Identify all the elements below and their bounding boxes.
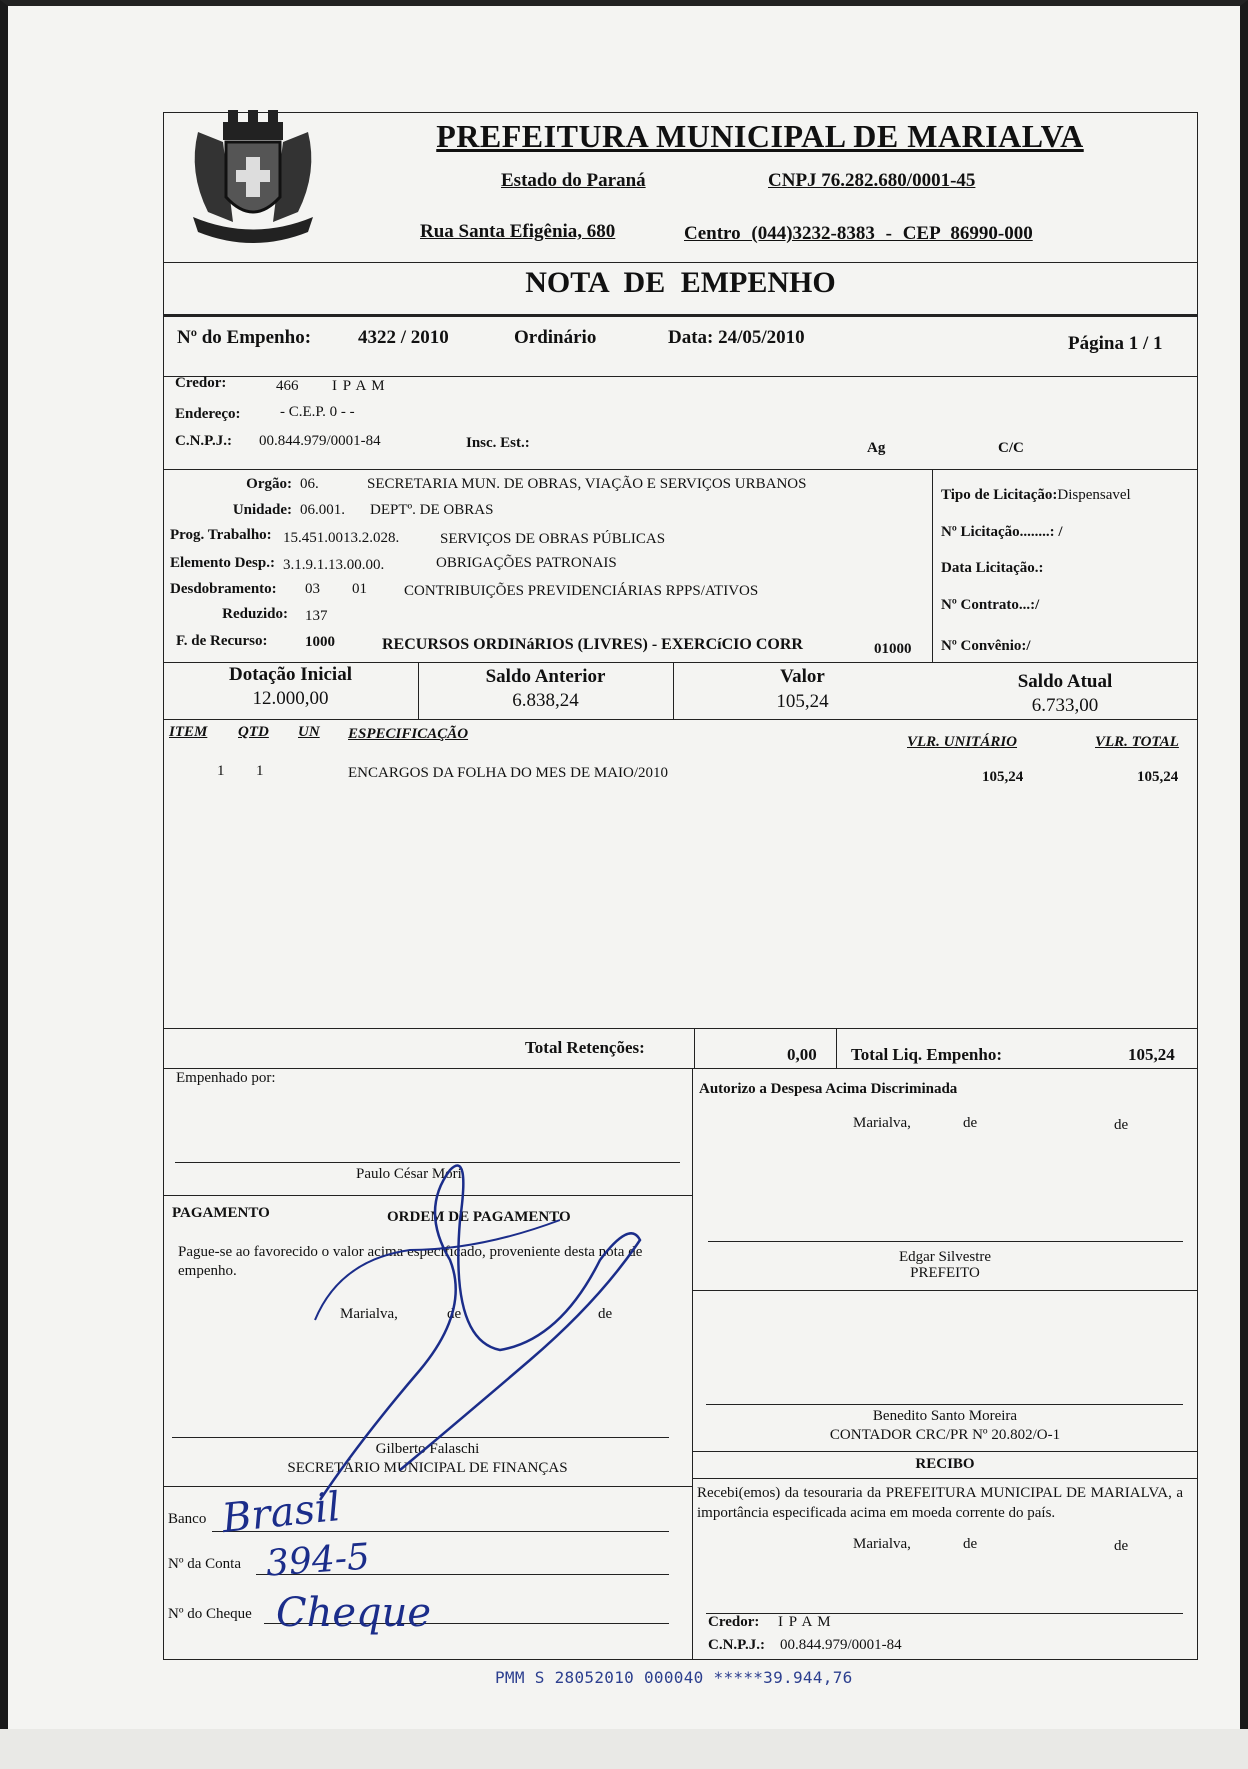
liq-label: Total Liq. Empenho:: [851, 1045, 1002, 1064]
items-header-unit: VLR. UNITÁRIO: [907, 734, 1018, 750]
divider: [163, 262, 1198, 263]
divider: [692, 1478, 1198, 1479]
recurso-label: F. de Recurso:: [176, 633, 268, 649]
handwritten-banco: Brasil: [219, 1483, 343, 1543]
divider: [836, 1028, 837, 1068]
saldo-anterior-value: 6.838,24: [512, 690, 579, 711]
divider: [163, 719, 1198, 720]
item-row-espec: ENCARGOS DA FOLHA DO MES DE MAIO/2010: [348, 765, 669, 781]
elemento-label: Elemento Desp.:: [170, 555, 275, 571]
items-header-un: UN: [298, 724, 320, 740]
unidade-desc: DEPTº. DE OBRAS: [370, 502, 494, 518]
recibo-de2: de: [1114, 1538, 1129, 1554]
conta-label: Nº da Conta: [168, 1556, 241, 1572]
item-row-item: 1: [217, 763, 225, 779]
credor-cnpj-value: 00.844.979/0001-84: [259, 433, 381, 449]
reduzido-value: 137: [305, 608, 328, 624]
orgao-code: 06.: [300, 476, 319, 492]
recurso-desc: RECURSOS ORDINáRIOS (LIVRES) - EXERCíCIO CORR: [382, 636, 803, 653]
cc-label: C/C: [998, 440, 1024, 456]
recibo-cnpj-value: 00.844.979/0001-84: [780, 1637, 902, 1653]
header-address: Rua Santa Efigênia, 680: [420, 221, 616, 242]
autorizo-de1: de: [963, 1115, 978, 1131]
licitacao-convenio: Nº Convênio:/: [941, 638, 1031, 654]
insc-label: Insc. Est.:: [466, 435, 530, 451]
divider: [694, 1028, 695, 1068]
licitacao-contrato: Nº Contrato...:/: [941, 597, 1040, 613]
coat-of-arms-icon: [178, 102, 328, 252]
header-title: PREFEITURA MUNICIPAL DE MARIALVA: [436, 118, 1084, 154]
valor-value: 105,24: [776, 691, 829, 712]
elemento-desc: OBRIGAÇÕES PATRONAIS: [436, 555, 617, 571]
orgao-label: Orgão:: [246, 476, 292, 492]
empenho-number: 4322 / 2010: [358, 327, 449, 348]
doc-title: NOTA DE EMPENHO: [525, 266, 836, 299]
recibo-credor-value: I P A M: [778, 1614, 832, 1630]
recibo-city: Marialva,: [853, 1536, 911, 1552]
licitacao-tipo: [941, 487, 1131, 504]
dotacao-label: Dotação Inicial: [229, 664, 352, 685]
header-state: Estado do Paraná: [501, 170, 646, 191]
item-row-qtd: 1: [256, 763, 264, 779]
dotacao-value: 12.000,00: [252, 688, 329, 709]
desdobramento-b: 01: [352, 581, 367, 597]
desdobramento-desc: CONTRIBUIÇÕES PREVIDENCIÁRIAS RPPS/ATIVOS: [404, 583, 759, 599]
items-header-total: VLR. TOTAL: [1095, 734, 1179, 750]
autorizo-signer-role: PREFEITO: [910, 1265, 980, 1281]
licitacao-tipo-value: Dispensavel: [1057, 487, 1131, 503]
recurso-ref: 01000: [874, 641, 912, 657]
prog-code: 15.451.0013.2.028.: [283, 530, 400, 546]
handwritten-conta: 394-5: [264, 1536, 372, 1585]
scan-bottom-strip: [0, 1729, 1248, 1769]
signature-scribble-icon: [300, 1140, 720, 1520]
contador-name: Benedito Santo Moreira: [872, 1408, 1018, 1424]
handwritten-cheque: Cheque: [276, 1590, 432, 1636]
autorizo-de2: de: [1114, 1117, 1129, 1133]
credor-label: Credor:: [175, 375, 227, 391]
pagamento-label: PAGAMENTO: [172, 1205, 270, 1221]
divider: [163, 314, 1198, 317]
retencoes-label: Total Retenções:: [525, 1038, 645, 1057]
endereco-value: - C.E.P. 0 - -: [280, 404, 355, 420]
empenhado-signer: Paulo César Mori: [356, 1166, 462, 1182]
empenho-type: Ordinário: [514, 327, 597, 348]
divider: [163, 1068, 1198, 1069]
items-header-qtd: QTD: [238, 724, 269, 740]
divider: [163, 1028, 1198, 1029]
credor-name: I P A M: [332, 378, 386, 394]
divider: [932, 469, 933, 663]
pagamento-signer: Gilberto Falaschi: [375, 1441, 480, 1457]
recibo-de1: de: [963, 1536, 978, 1552]
recibo-label: RECIBO: [915, 1456, 975, 1472]
pagamento-de2: de: [598, 1306, 613, 1322]
unidade-code: 06.001.: [300, 502, 345, 518]
banco-label: Banco: [168, 1511, 207, 1527]
reduzido-label: Reduzido:: [222, 606, 288, 622]
autorizo-label: Autorizo a Despesa Acima Discriminada: [699, 1081, 958, 1097]
prog-label: Prog. Trabalho:: [170, 527, 272, 543]
recibo-cnpj-label: C.N.P.J.:: [708, 1637, 765, 1653]
divider: [692, 1451, 1198, 1452]
pagamento-city: Marialva,: [340, 1306, 398, 1322]
divider: [163, 376, 1198, 377]
pagamento-de1: de: [447, 1306, 462, 1322]
item-row-unit: 105,24: [982, 769, 1024, 785]
signature-line: [708, 1241, 1183, 1242]
saldo-atual-label: Saldo Atual: [1017, 671, 1113, 692]
divider: [692, 1290, 1198, 1291]
page-number: Página 1 / 1: [1068, 333, 1163, 354]
licitacao-data: Data Licitação.:: [941, 560, 1044, 576]
mechanical-stamp: PMM S 28052010 000040 *****39.944,76: [495, 1668, 853, 1687]
contador-role: CONTADOR CRC/PR Nº 20.802/O-1: [829, 1427, 1061, 1443]
divider: [163, 662, 1198, 663]
elemento-code: 3.1.9.1.13.00.00.: [283, 557, 385, 573]
empenho-date: Data: 24/05/2010: [668, 327, 805, 348]
autorizo-signer: Edgar Silvestre: [898, 1249, 992, 1265]
unidade-label: Unidade:: [232, 502, 292, 518]
ag-label: Ag: [867, 440, 886, 456]
empenho-label: Nº do Empenho:: [177, 327, 312, 348]
cheque-label: Nº do Cheque: [168, 1606, 252, 1622]
saldo-anterior-label: Saldo Anterior: [485, 666, 606, 687]
recibo-text: Recebi(emos) da tesouraria da PREFEITURA MUNICIPAL DE MARIALVA, a importância especificada acima em moeda corrente do país.: [697, 1485, 1183, 1521]
endereco-label: Endereço:: [175, 406, 241, 422]
desdobramento-label: Desdobramento:: [170, 581, 277, 597]
credor-code: 466: [276, 378, 299, 394]
prog-desc: SERVIÇOS DE OBRAS PÚBLICAS: [440, 531, 666, 547]
items-header-espec: ESPECIFICAÇÃO: [348, 726, 469, 742]
pagamento-text: Pague-se ao favorecido o valor acima especificado, proveniente desta nota de empenho.: [178, 1244, 643, 1279]
pagamento-signer-role: SECRETÁRIO MUNICIPAL DE FINANÇAS: [287, 1460, 568, 1476]
items-header-item: ITEM: [169, 724, 208, 740]
header-cnpj: CNPJ 76.282.680/0001-45: [768, 170, 976, 191]
signature-line: [706, 1404, 1183, 1405]
item-row-total: 105,24: [1137, 769, 1179, 785]
credor-cnpj-label: C.N.P.J.:: [175, 433, 232, 449]
divider: [163, 469, 1198, 470]
licitacao-numero: Nº Licitação........: /: [941, 524, 1063, 540]
recibo-credor-label: Credor:: [708, 1614, 760, 1630]
desdobramento-a: 03: [305, 581, 320, 597]
orgao-desc: SECRETARIA MUN. DE OBRAS, VIAÇÃO E SERVIÇOS URBANOS: [367, 476, 807, 492]
autorizo-city: Marialva,: [853, 1115, 911, 1131]
empenhado-label: Empenhado por:: [176, 1070, 276, 1086]
saldo-atual-value: 6.733,00: [1031, 695, 1099, 716]
licitacao-tipo-label: Tipo de Licitação:: [941, 487, 1058, 503]
liq-value: 105,24: [1128, 1045, 1175, 1064]
header-address-rest: Centro (044)3232-8383 - CEP 86990-000: [684, 223, 1033, 244]
ordem-label: ORDEM DE PAGAMENTO: [387, 1209, 571, 1225]
valor-label: Valor: [780, 666, 825, 687]
retencoes-value: 0,00: [787, 1045, 817, 1064]
recurso-code: 1000: [305, 634, 335, 650]
